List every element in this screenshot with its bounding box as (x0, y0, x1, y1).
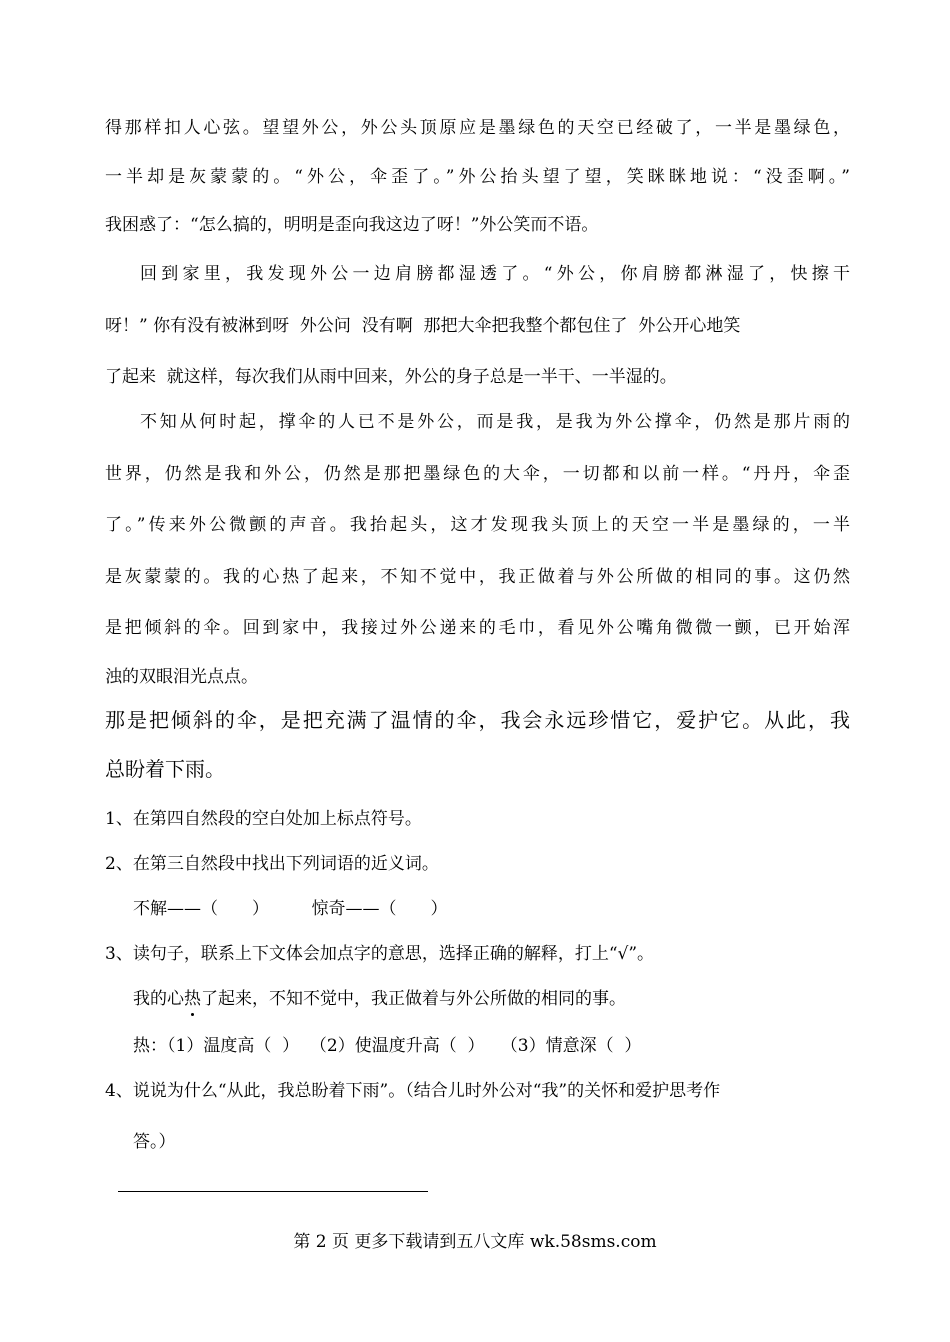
question-1: 1、在第四自然段的空白处加上标点符号。 (105, 809, 422, 829)
paragraph-3-line-2: 一半却是灰蒙蒙的。“外公，伞歪了。”外公抬头望了望，笑眯眯地说：“没歪啊。” (105, 167, 850, 187)
question-3-options: 热：（1）温度高（ ） （2）使温度升高（ ） （3）情意深（ ） (133, 1036, 642, 1056)
paragraph-5-line-3: 了。”传来外公微颤的声音。我抬起头，这才发现我头顶上的天空一半是墨绿的，一半 (105, 515, 850, 535)
question-2-items: 不解——（ ） 惊奇——（ ） (133, 899, 448, 919)
paragraph-6-line-1: 那是把倾斜的伞，是把充满了温情的伞，我会永远珍惜它，爱护它。从此，我 (105, 708, 850, 732)
paragraph-5-line-1: 不知从何时起，撑伞的人已不是外公，而是我，是我为外公撑伞，仍然是那片雨的 (140, 412, 850, 432)
paragraph-5-line-6: 浊的双眼泪光点点。 (105, 667, 258, 687)
paragraph-6-line-2: 总盼着下雨。 (105, 757, 225, 781)
page-footer: 第 2 页 更多下载请到五八文库 wk.58sms.com (293, 1232, 657, 1252)
question-2: 2、在第三自然段中找出下列词语的近义词。 (105, 854, 439, 874)
question-4-line-2: 答。） (133, 1132, 176, 1152)
paragraph-4-line-1: 回到家里，我发现外公一边肩膀都湿透了。“外公，你肩膀都淋湿了，快擦干 (140, 264, 850, 284)
question-3-sentence-end: 了起来，不知不觉中，我正做着与外公所做的相同的事。 (201, 989, 626, 1009)
paragraph-3-line-3: 我困惑了：“怎么搞的，明明是歪向我这边了呀！”外公笑而不语。 (105, 215, 599, 235)
emphasis-dotted-char: 热 (184, 989, 201, 1009)
question-3: 3、读句子，联系上下文体会加点字的意思，选择正确的解释，打上“√”。 (105, 944, 655, 964)
paragraph-5-line-4: 是灰蒙蒙的。我的心热了起来，不知不觉中，我正做着与外公所做的相同的事。这仍然 (105, 567, 850, 587)
paragraph-4-line-3: 了起来 就这样，每次我们从雨中回来，外公的身子总是一半干、一半湿的。 (105, 367, 677, 387)
paragraph-3-line-1: 得那样扣人心弦。望望外公，外公头顶原应是墨绿色的天空已经破了，一半是墨绿色， (105, 118, 850, 138)
paragraph-4-line-2: 呀！” 你有没有被淋到呀 外公问 没有啊 那把大伞把我整个都包住了 外公开心地笑 (105, 316, 741, 336)
question-4-line-1: 4、说说为什么“从此，我总盼着下雨”。（结合儿时外公对“我”的关怀和爱护思考作 (105, 1081, 721, 1101)
question-3-sentence-start: 我的心 (133, 989, 184, 1009)
question-3-sentence (133, 987, 626, 1011)
paragraph-5-line-2: 世界，仍然是我和外公，仍然是那把墨绿色的大伞，一切都和以前一样。“丹丹，伞歪 (105, 464, 850, 484)
paragraph-5-line-5: 是把倾斜的伞。回到家中，我接过外公递来的毛巾，看见外公嘴角微微一颤，已开始浑 (105, 618, 850, 638)
answer-line (118, 1191, 428, 1192)
